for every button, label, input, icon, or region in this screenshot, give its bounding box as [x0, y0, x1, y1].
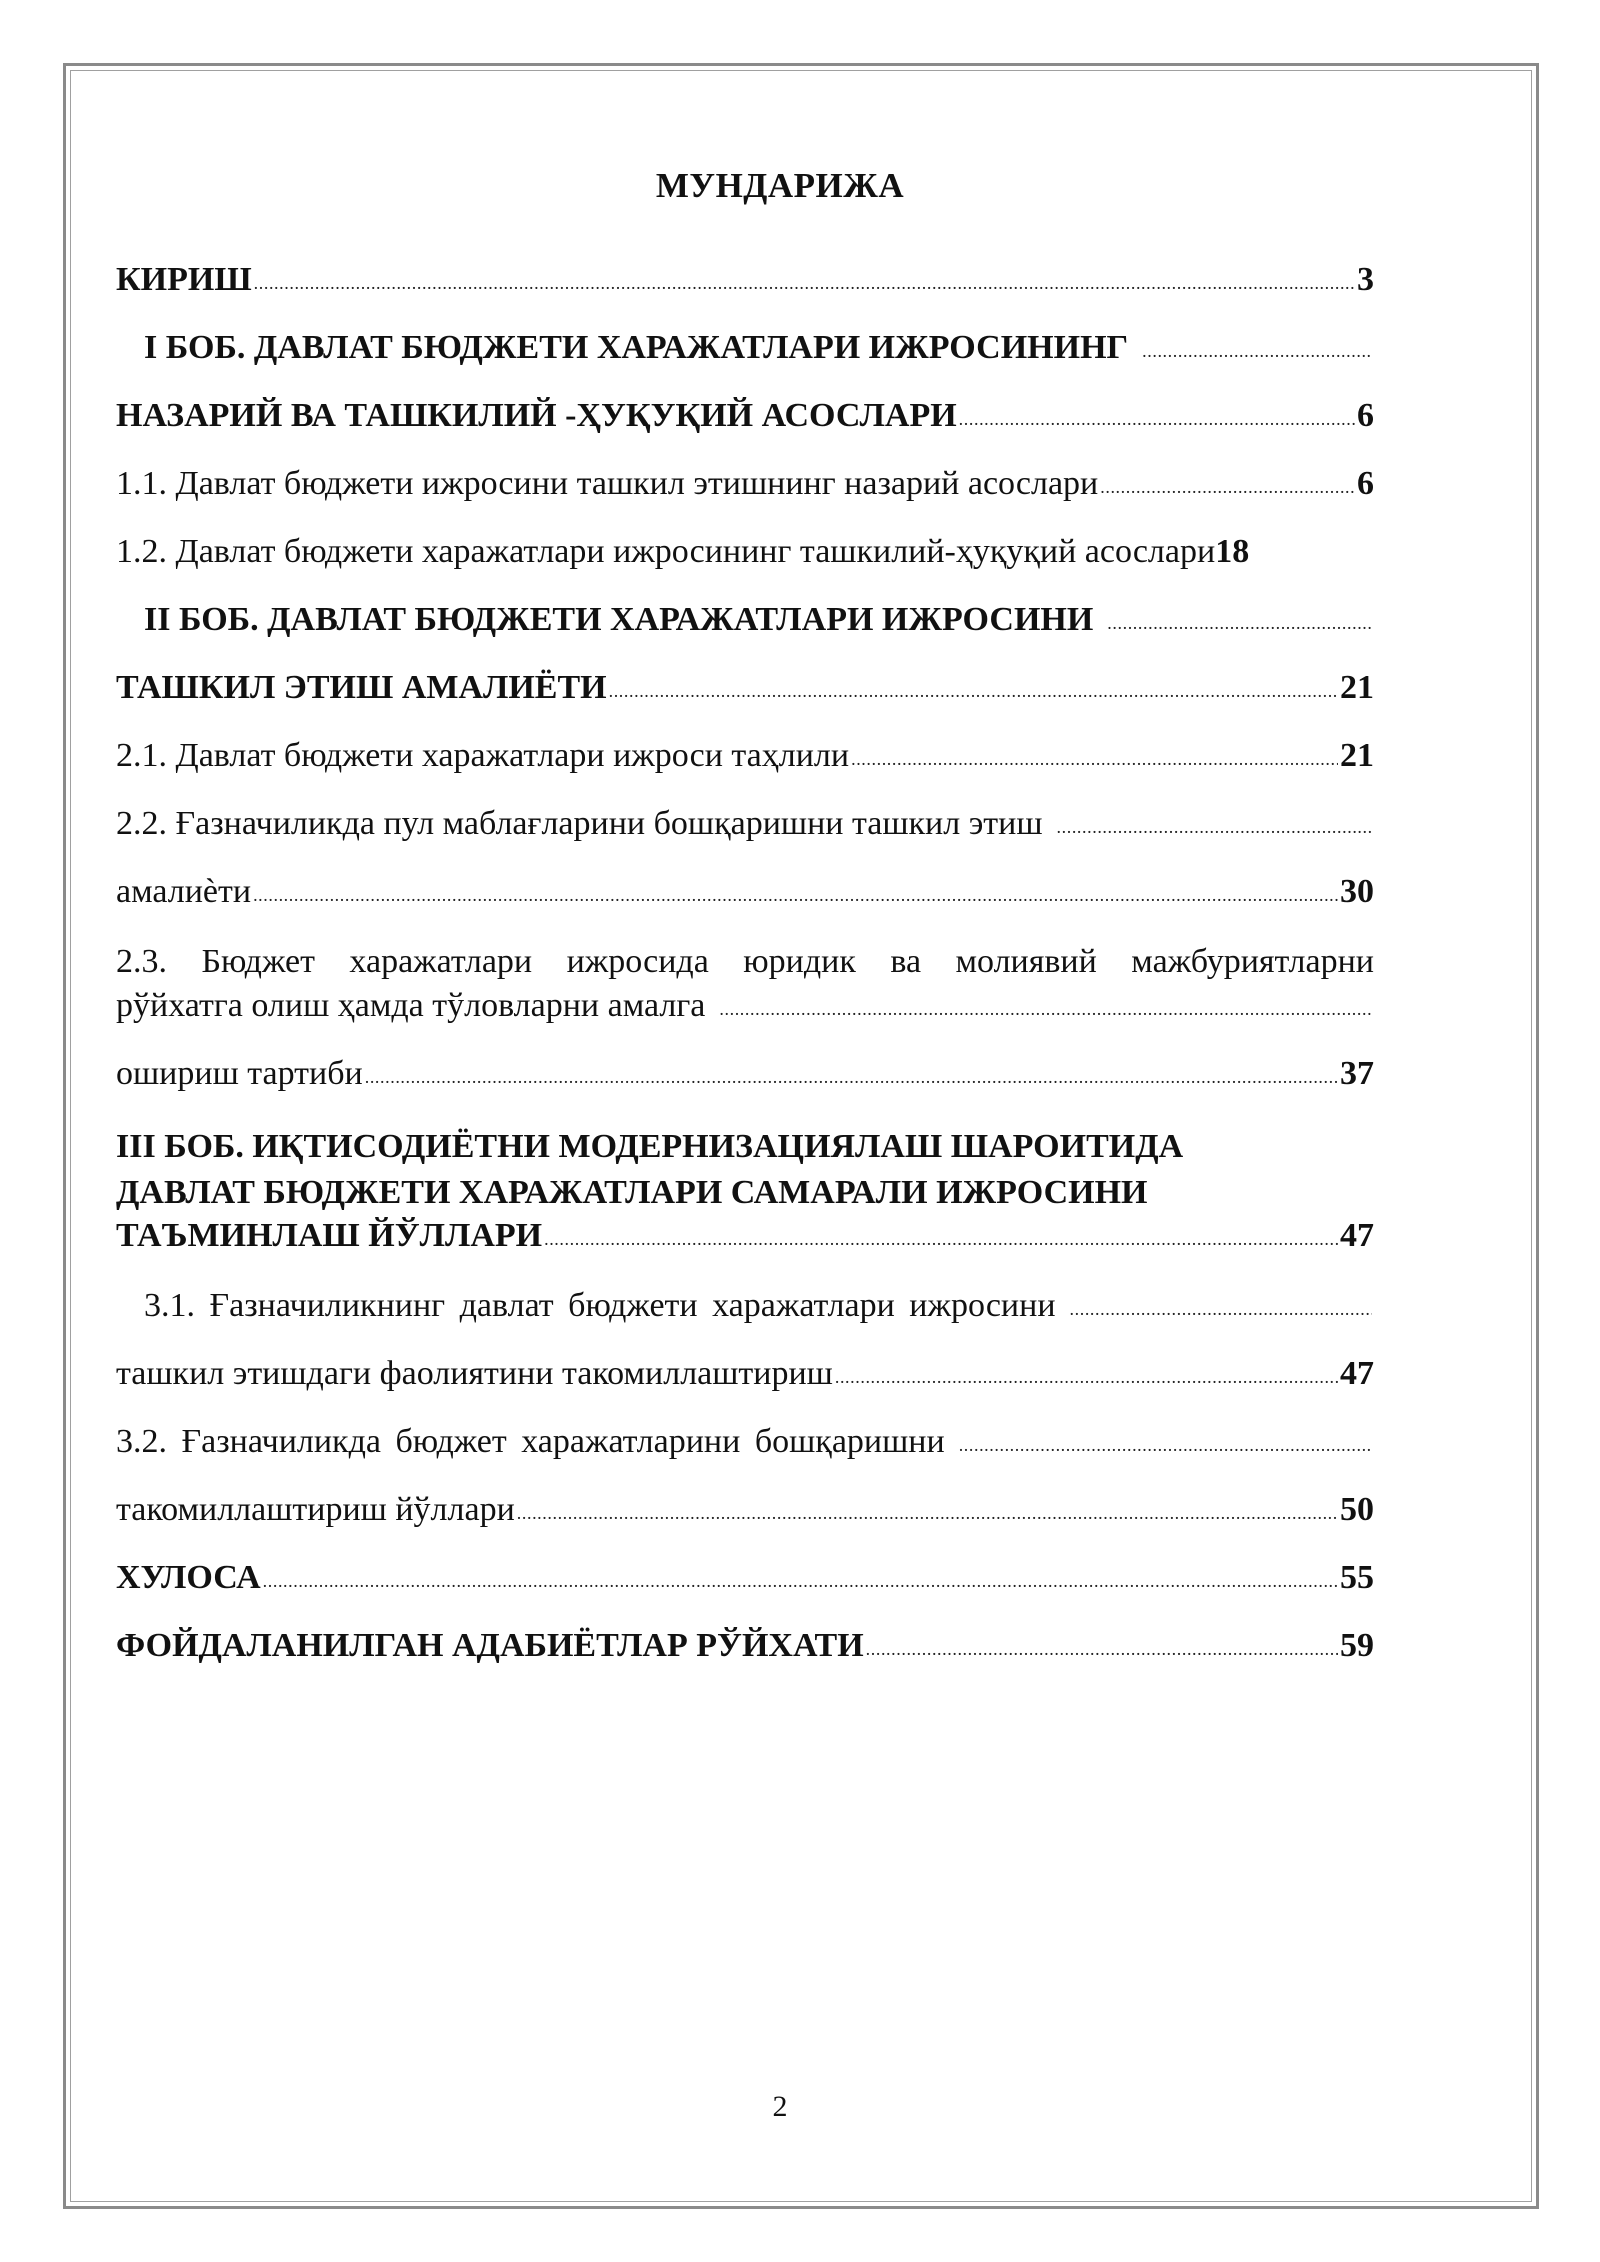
toc-entry-label: 2.1. Давлат бюджети харажатлари ижроси таҳлили [116, 737, 850, 774]
toc-entry-label: 3.2. Ғазначиликда бюджет харажатларини бошқаришни [116, 1423, 945, 1460]
toc-page-number: 3 [1357, 261, 1374, 298]
toc-page-number: 50 [1340, 1491, 1374, 1528]
document-title: МУНДАРИЖА [655, 166, 905, 205]
toc-entry-label: НАЗАРИЙ ВА ТАШКИЛИЙ -ҲУҚУҚИЙ АСОСЛАРИ [116, 397, 957, 434]
toc-entry-label: 3.1. Ғазначиликнинг давлат бюджети харажатлари ижросини [144, 1287, 1056, 1324]
toc-entry-label: 2.2. Ғазначиликда пул маблағларини бошқаришни ташкил этиш [116, 805, 1043, 842]
toc-entry-label: ФОЙДАЛАНИЛГАН АДАБИЁТЛАР РЎЙХАТИ [116, 1627, 864, 1664]
dot-leader [609, 664, 1338, 712]
dot-leader [1070, 1282, 1372, 1330]
toc-entry-label: ХУЛОСА [116, 1559, 261, 1596]
toc-entry-label: ТАЪМИНЛАШ ЙЎЛЛАРИ [116, 1217, 543, 1254]
toc-entry-label: ошириш тартиби [116, 1055, 363, 1092]
toc-entry-intro[interactable] [116, 256, 1374, 304]
toc-entry-label: 1.1. Давлат бюджети ижросини ташкил этишнинг назарий асослари [116, 465, 1099, 502]
dot-leader [719, 982, 1372, 1030]
toc-entry-references[interactable] [116, 1622, 1374, 1670]
toc-entry-label: КИРИШ [116, 261, 252, 298]
toc-entry-section-2-2-line1[interactable] [116, 800, 1374, 848]
toc-entry-section-2-3-line1[interactable]: 2.3. Бюджет харажатлари ижросида юридик ва молиявий мажбуриятларни [116, 943, 1374, 980]
dot-leader [253, 868, 1338, 916]
toc-entry-section-3-2[interactable] [116, 1486, 1374, 1534]
toc-entry-chapter1-line1[interactable] [116, 324, 1374, 372]
toc-entry-label: такомиллаштириш йўллари [116, 1491, 515, 1528]
dot-leader [254, 256, 1355, 304]
toc-page-number: 47 [1340, 1355, 1374, 1392]
toc-entry-label: ташкил этишдаги фаолиятини такомиллаштириш [116, 1355, 833, 1392]
dot-leader [517, 1486, 1338, 1534]
toc-entry-chapter3-line2[interactable]: ДАВЛАТ БЮДЖЕТИ ХАРАЖАТЛАРИ САМАРАЛИ ИЖРОСИНИ [116, 1174, 1148, 1211]
toc-page-number: 21 [1340, 669, 1374, 706]
toc-entry-conclusion[interactable] [116, 1554, 1374, 1602]
toc-entry-section-2-2[interactable] [116, 868, 1374, 916]
toc-entry-label: амалиѐти [116, 873, 252, 910]
toc-entry-chapter2-line1[interactable] [116, 596, 1374, 644]
toc-entry-section-3-1[interactable] [116, 1350, 1374, 1398]
table-of-contents [116, 0, 1374, 2262]
toc-page-number: 6 [1357, 465, 1374, 502]
toc-entry-chapter2[interactable] [116, 664, 1374, 712]
toc-entry-section-2-3[interactable] [116, 1050, 1374, 1098]
toc-entry-label: II БОБ. ДАВЛАТ БЮДЖЕТИ ХАРАЖАТЛАРИ ИЖРОСИНИ [144, 601, 1094, 638]
toc-entry-section-1-2[interactable] [116, 528, 1384, 576]
toc-page-number: 47 [1340, 1217, 1374, 1254]
dot-leader [1057, 800, 1372, 848]
dot-leader [263, 1554, 1338, 1602]
dot-leader [1142, 324, 1372, 372]
toc-entry-chapter3-line1[interactable]: III БОБ. ИҚТИСОДИЁТНИ МОДЕРНИЗАЦИЯЛАШ ШАРОИТИДА [116, 1128, 1184, 1165]
toc-entry-label: рўйхатга олиш ҳамда тўловларни амалга [116, 987, 706, 1024]
page-number: 2 [772, 2090, 788, 2123]
toc-page-number: 30 [1340, 873, 1374, 910]
dot-leader [1100, 460, 1355, 508]
dot-leader [866, 1622, 1338, 1670]
toc-page-number: 18 [1215, 533, 1250, 570]
toc-entry-chapter3[interactable] [116, 1212, 1374, 1260]
dot-leader [851, 732, 1338, 780]
toc-entry-label: ТАШКИЛ ЭТИШ АМАЛИЁТИ [116, 669, 607, 706]
toc-entry-label: I БОБ. ДАВЛАТ БЮДЖЕТИ ХАРАЖАТЛАРИ ИЖРОСИНИНГ [144, 329, 1129, 366]
toc-entry-chapter1[interactable] [116, 392, 1374, 440]
toc-entry-section-2-3-line2[interactable] [116, 982, 1374, 1030]
toc-entry-section-1-1[interactable] [116, 460, 1374, 508]
toc-page-number: 59 [1340, 1627, 1374, 1664]
dot-leader [959, 1418, 1372, 1466]
toc-entry-section-3-2-line1[interactable] [116, 1418, 1374, 1466]
dot-leader [365, 1050, 1338, 1098]
dot-leader [544, 1212, 1338, 1260]
toc-page-number: 21 [1340, 737, 1374, 774]
toc-page-number: 37 [1340, 1055, 1374, 1092]
toc-entry-section-3-1-line1[interactable] [116, 1282, 1374, 1330]
toc-entry-label: 1.2. Давлат бюджети харажатлари ижросининг ташкилий-ҳуқуқий асослари [116, 533, 1216, 570]
dot-leader [1107, 596, 1372, 644]
dot-leader [835, 1350, 1338, 1398]
toc-entry-section-2-1[interactable] [116, 732, 1374, 780]
dot-leader [959, 392, 1355, 440]
toc-page-number: 6 [1357, 397, 1374, 434]
toc-page-number: 55 [1340, 1559, 1374, 1596]
